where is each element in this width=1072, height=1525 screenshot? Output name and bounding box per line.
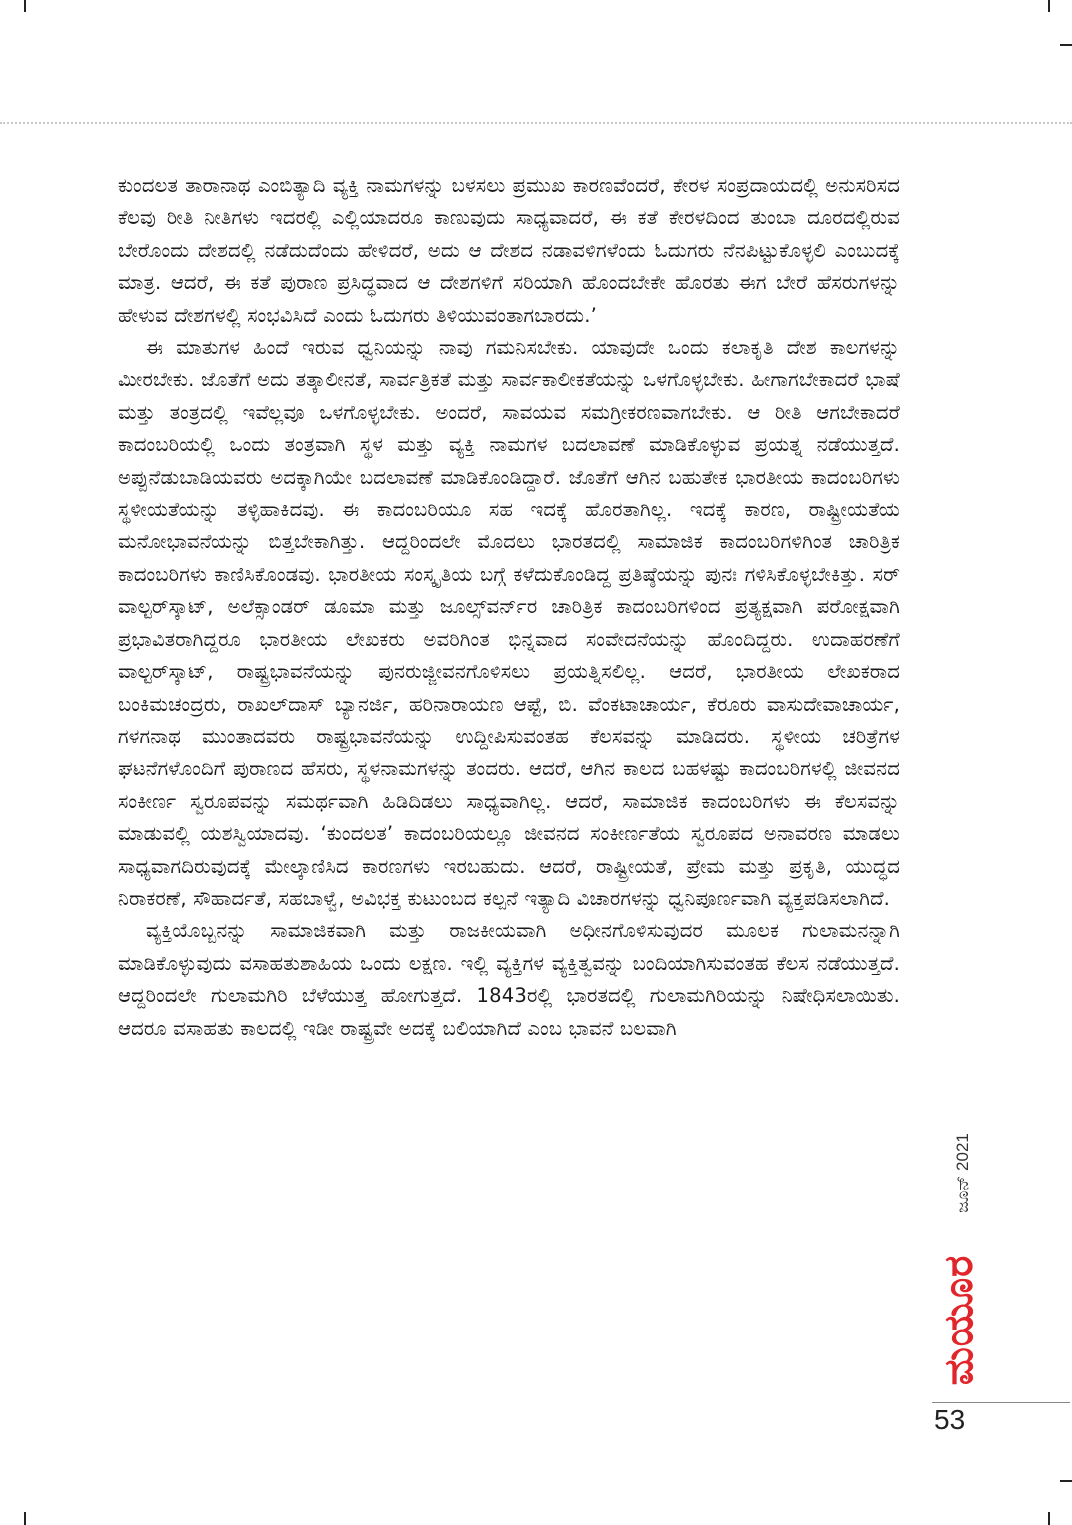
header-dotted-rule [0,122,1072,124]
crop-mark-bottom-right [1048,1512,1050,1525]
paragraph-1: ಕುಂದಲತ ತಾರಾನಾಥ ಎಂಬಿತ್ಯಾದಿ ವ್ಯಕ್ತಿ ನಾಮಗಳನ್ನು ಬಳಸಲು ಪ್ರಮುಖ ಕಾರಣವೆಂದರೆ, ಕೇರಳ ಸಂಪ್ರದಾಯದಲ್ಲಿ ಅನುಸರಿಸದ ಕೆಲವು ರೀತಿ ನೀತಿಗಳು ಇದರಲ್ಲಿ ಎಲ್ಲಿಯಾದರೂ ಕಾಣುವುದು ಸಾಧ್ಯವಾದರೆ, ಈ ಕತೆ ಕೇರಳದಿಂದ ತುಂಬಾ ದೂರದಲ್ಲಿರುವ ಬೇರೊಂದು ದೇಶದಲ್ಲಿ ನಡೆದುದೆಂದು ಹೇಳಿದರೆ, ಅದು ಆ ದೇಶದ ನಡಾವಳಿಗಳೆಂದು ಓದುಗರು ನೆನಪಿಟ್ಟುಕೊಳ್ಳಲಿ ಎಂಬುದಕ್ಕೆ ಮಾತ್ರ. ಆದರೆ, ಈ ಕತೆ ಪುರಾಣ ಪ್ರಸಿದ್ಧವಾದ ಆ ದೇಶಗಳಿಗೆ ಸರಿಯಾಗಿ ಹೊಂದಬೇಕೇ ಹೊರತು ಈಗ ಬೇರೆ ಹೆಸರುಗಳನ್ನು ಹೇಳುವ ದೇಶಗಳಲ್ಲಿ ಸಂಭವಿಸಿದೆ ಎಂದು ಓದುಗರು ತಿಳಿಯುವಂತಾಗಬಾರದು.’ [118,174,900,327]
issue-date-text: ಜೂನ್ 2021 [953,1133,972,1213]
crop-mark-top-left [24,0,26,12]
magazine-logo-text: ಮಯೂರ [936,1254,982,1386]
crop-mark-bottom-left [24,1512,26,1525]
paragraph-3: ವ್ಯಕ್ತಿಯೊಬ್ಬನನ್ನು ಸಾಮಾಜಿಕವಾಗಿ ಮತ್ತು ರಾಜಕೀಯವಾಗಿ ಅಧೀನಗೊಳಿಸುವುದರ ಮೂಲಕ ಗುಲಾಮನನ್ನಾಗಿ ಮಾಡಿಕೊಳ್ಳುವುದು ವಸಾಹತುಶಾಹಿಯ ಒಂದು ಲಕ್ಷಣ. ಇಲ್ಲಿ ವ್ಯಕ್ತಿಗಳ ವ್ಯಕ್ತಿತ್ವವನ್ನು ಬಂದಿಯಾಗಿಸುವಂತಹ ಕೆಲಸ ನಡೆಯುತ್ತದೆ. ಆದ್ದರಿಂದಲೇ ಗುಲಾಮಗಿರಿ ಬೆಳೆಯುತ್ತ ಹೋಗುತ್ತದೆ. 1843ರಲ್ಲಿ ಭಾರತದಲ್ಲಿ ಗುಲಾಮಗಿರಿಯನ್ನು ನಿಷೇಧಿಸಲಾಯಿತು. ಆದರೂ ವಸಾಹತು ಕಾಲದಲ್ಲಿ ಇಡೀ ರಾಷ್ಟ್ರವೇ ಅದಕ್ಕೆ ಬಲಿಯಾಗಿದೆ ಎಂಬ ಭಾವನೆ ಬಲವಾಗಿ [118,919,900,1040]
crop-mark-right-lower [1060,1480,1072,1482]
folio-rule [932,1402,1070,1403]
crop-mark-right-upper [1060,44,1072,46]
magazine-logo [926,1240,992,1400]
page-number: 53 [934,1404,966,1435]
article-body [118,170,900,1045]
paragraph-2: ಈ ಮಾತುಗಳ ಹಿಂದೆ ಇರುವ ಧ್ವನಿಯನ್ನು ನಾವು ಗಮನಿಸಬೇಕು. ಯಾವುದೇ ಒಂದು ಕಲಾಕೃತಿ ದೇಶ ಕಾಲಗಳನ್ನು ಮೀರಬೇಕು. ಜೊತೆಗೆ ಅದು ತತ್ಕಾಲೀನತೆ, ಸಾರ್ವತ್ರಿಕತೆ ಮತ್ತು ಸಾರ್ವಕಾಲೀಕತೆಯನ್ನು ಒಳಗೊಳ್ಳಬೇಕು. ಹೀಗಾಗಬೇಕಾದರೆ ಭಾಷೆ ಮತ್ತು ತಂತ್ರದಲ್ಲಿ ಇವೆಲ್ಲವೂ ಒಳಗೊಳ್ಳಬೇಕು. ಅಂದರೆ, ಸಾವಯವ ಸಮಗ್ರೀಕರಣವಾಗಬೇಕು. ಆ ರೀತಿ ಆಗಬೇಕಾದರೆ ಕಾದಂಬರಿಯಲ್ಲಿ ಒಂದು ತಂತ್ರವಾಗಿ ಸ್ಥಳ ಮತ್ತು ವ್ಯಕ್ತಿ ನಾಮಗಳ ಬದಲಾವಣೆ ಮಾಡಿಕೊಳ್ಳುವ ಪ್ರಯತ್ನ ನಡೆಯುತ್ತದೆ. ಅಪ್ಪುನೆಡುಬಾಡಿಯವರು ಅದಕ್ಕಾಗಿಯೇ ಬದಲಾವಣೆ ಮಾಡಿಕೊಂಡಿದ್ದಾರೆ. ಜೊತೆಗೆ ಆಗಿನ ಬಹುತೇಕ ಭಾರತೀಯ ಕಾದಂಬರಿಗಳು ಸ್ಥಳೀಯತೆಯನ್ನು ತಳ್ಳಿಹಾಕಿದವು. ಈ ಕಾದಂಬರಿಯೂ ಸಹ ಇದಕ್ಕೆ ಹೊರತಾಗಿಲ್ಲ. ಇದಕ್ಕೆ ಕಾರಣ, ರಾಷ್ಟ್ರೀಯತೆಯ ಮನೋಭಾವನೆಯನ್ನು ಬಿತ್ತಬೇಕಾಗಿತ್ತು. ಆದ್ದರಿಂದಲೇ ಮೊದಲು ಭಾರತದಲ್ಲಿ ಸಾಮಾಜಿಕ ಕಾದಂಬರಿಗಳಿಗಿಂತ ಚಾರಿತ್ರಿಕ ಕಾದಂಬರಿಗಳು ಕಾಣಿಸಿಕೊಂಡವು. ಭಾರತೀಯ ಸಂಸ್ಕೃತಿಯ ಬಗ್ಗೆ ಕಳೆದುಕೊಂಡಿದ್ದ ಪ್ರತಿಷ್ಠೆಯನ್ನು ಪುನಃ ಗಳಿಸಿಕೊಳ್ಳಬೇಕಿತ್ತು. ಸರ್ ವಾಲ್ಟರ್‌ಸ್ಕಾಟ್, ಅಲೆಕ್ಸಾಂಡರ್ ಡೂಮಾ ಮತ್ತು ಜೂಲ್ಸ್‌ವರ್ನ್‌ರ ಚಾರಿತ್ರಿಕ ಕಾದಂಬರಿಗಳಿಂದ ಪ್ರತ್ಯಕ್ಷವಾಗಿ ಪರೋಕ್ಷವಾಗಿ ಪ್ರಭಾವಿತರಾಗಿದ್ದರೂ ಭಾರತೀಯ ಲೇಖಕರು ಅವರಿಗಿಂತ ಭಿನ್ನವಾದ ಸಂವೇದನೆಯನ್ನು ಹೊಂದಿದ್ದರು. ಉದಾಹರಣೆಗೆ ವಾಲ್ಟರ್‌ಸ್ಕಾಟ್, ರಾಷ್ಟ್ರಭಾವನೆಯನ್ನು ಪುನರುಜ್ಜೀವನಗೊಳಿಸಲು ಪ್ರಯತ್ನಿಸಲಿಲ್ಲ. ಆದರೆ, ಭಾರತೀಯ ಲೇಖಕರಾದ ಬಂಕಿಮಚಂದ್ರರು, ರಾಖಲ್‌ದಾಸ್ ಬ್ಯಾನರ್ಜಿ, ಹರಿನಾರಾಯಣ ಆಪ್ಟೆ, ಬಿ. ವೆಂಕಟಾಚಾರ್ಯ, ಕೆರೂರು ವಾಸುದೇವಾಚಾರ್ಯ, ಗಳಗನಾಥ ಮುಂತಾದವರು ರಾಷ್ಟ್ರಭಾವನೆಯನ್ನು ಉದ್ದೀಪಿಸುವಂತಹ ಕೆಲಸವನ್ನು ಮಾಡಿದರು. ಸ್ಥಳೀಯ ಚರಿತ್ರೆಗಳ ಘಟನೆಗಳೊಂದಿಗೆ ಪುರಾಣದ ಹೆಸರು, ಸ್ಥಳನಾಮಗಳನ್ನು ತಂದರು. ಆದರೆ, ಆಗಿನ ಕಾಲದ ಬಹಳಷ್ಟು ಕಾದಂಬರಿಗಳಲ್ಲಿ ಜೀವನದ ಸಂಕೀರ್ಣ ಸ್ವರೂಪವನ್ನು ಸಮರ್ಥವಾಗಿ ಹಿಡಿದಿಡಲು ಸಾಧ್ಯವಾಗಿಲ್ಲ. ಆದರೆ, ಸಾಮಾಜಿಕ ಕಾದಂಬರಿಗಳು ಈ ಕೆಲಸವನ್ನು ಮಾಡುವಲ್ಲಿ ಯಶಸ್ವಿಯಾದವು. ‘ಕುಂದಲತ’ ಕಾದಂಬರಿಯಲ್ಲೂ ಜೀವನದ ಸಂಕೀರ್ಣತೆಯ ಸ್ವರೂಪದ ಅನಾವರಣ ಮಾಡಲು ಸಾಧ್ಯವಾಗದಿರುವುದಕ್ಕೆ ಮೇಲ್ಕಾಣಿಸಿದ ಕಾರಣಗಳು ಇರಬಹುದು. ಆದರೆ, ರಾಷ್ಟ್ರೀಯತೆ, ಪ್ರೇಮ ಮತ್ತು ಪ್ರಕೃತಿ, ಯುದ್ಧದ ನಿರಾಕರಣೆ, ಸೌಹಾರ್ದತೆ, ಸಹಬಾಳ್ವೆ, ಅವಿಭಕ್ತ ಕುಟುಂಬದ ಕಲ್ಪನೆ ಇತ್ಯಾದಿ ವಿಚಾರಗಳನ್ನು ಧ್ವನಿಪೂರ್ಣವಾಗಿ ವ್ಯಕ್ತಪಡಿಸಲಾಗಿದೆ. [118,336,900,910]
issue-date [952,1118,974,1228]
crop-mark-top-right [1048,0,1050,12]
